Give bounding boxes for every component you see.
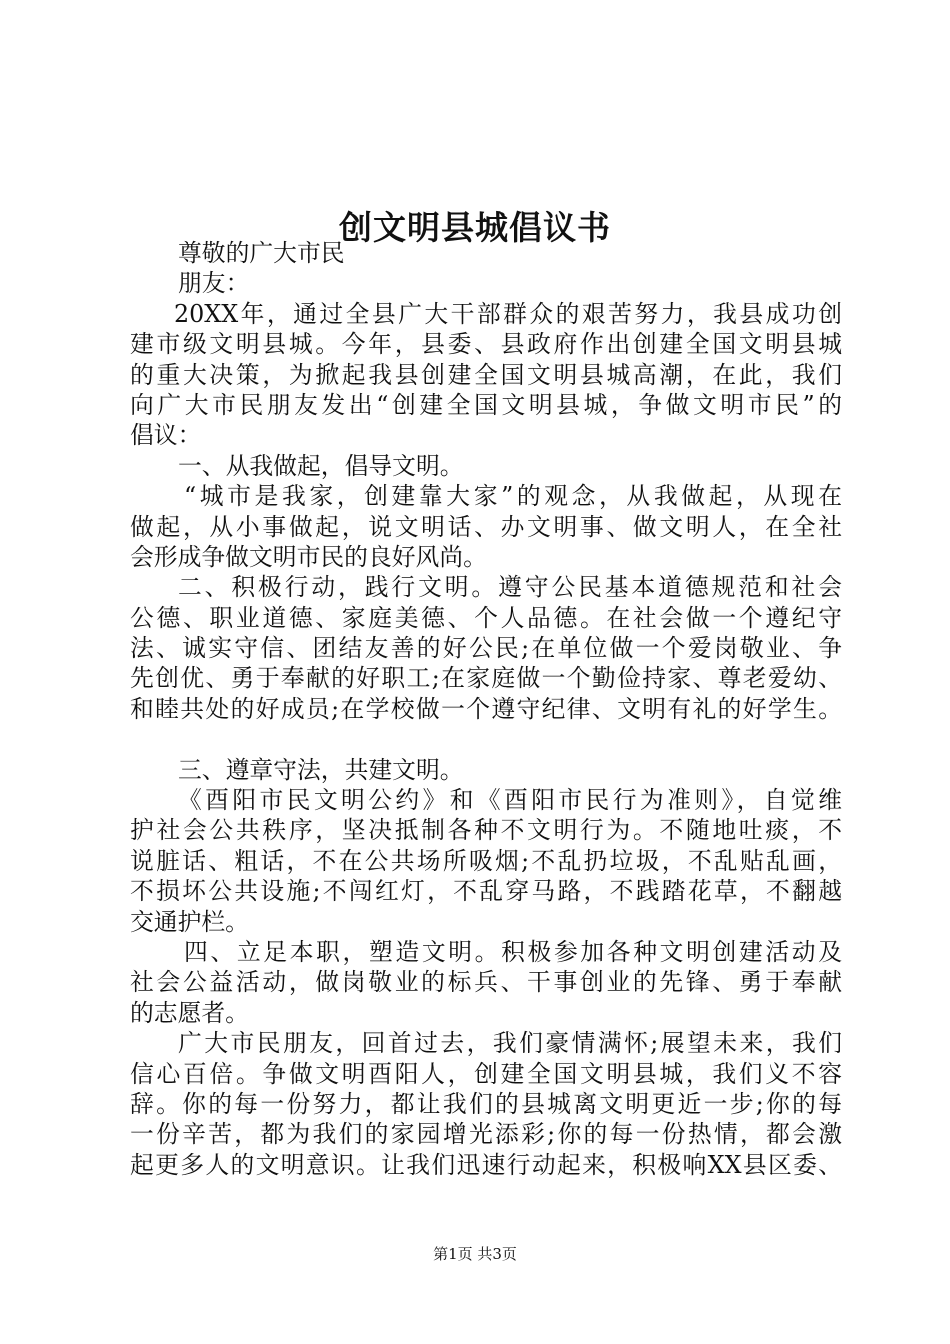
document-title: 创文明县城倡议书 [339,208,611,248]
paragraph-line: 法、诚实守信、团结友善的好公民;在单位做一个爱岗敬业、争 [130,634,842,663]
section-heading-4: 四、立足本职，塑造文明。积极参加各种文明创建活动及 [184,937,842,966]
paragraph-line: 《酉阳市民文明公约》和《酉阳市民行为准则》，自觉维 [178,786,842,815]
page-footer: 第1页 共3页 [433,1245,517,1263]
paragraph-line: 做起，从小事做起，说文明话、办文明事、做文明人，在全社 [130,512,842,541]
paragraph-line: 向广大市民朋友发出“创建全国文明县城，争做文明市民”的 [130,390,842,419]
paragraph-line: 交通护栏。 [130,907,249,936]
paragraph-line: 的志愿者。 [130,998,249,1027]
paragraph-line: 建市级文明县城。今年，县委、县政府作出创建全国文明县城 [130,330,842,359]
paragraph-line: 和睦共处的好成员;在学校做一个遵守纪律、文明有礼的好学生。 [130,694,842,723]
paragraph-line: 广大市民朋友，回首过去，我们豪情满怀;展望未来，我们 [178,1029,842,1058]
paragraph-line: 信心百倍。争做文明酉阳人，创建全国文明县城，我们义不容 [130,1059,842,1088]
paragraph-line: 护社会公共秩序，坚决抵制各种不文明行为。不随地吐痰，不 [130,816,842,845]
section-heading-3: 三、遵章守法，共建文明。 [178,755,464,784]
paragraph-line: 说脏话、粗话，不在公共场所吸烟;不乱扔垃圾，不乱贴乱画， [130,846,842,875]
blank-line [130,724,842,754]
salutation-line-2: 朋友： [178,269,250,298]
paragraph-line: 一份辛苦，都为我们的家园增光添彩;你的每一份热情，都会激 [130,1120,842,1149]
section-heading-1: 一、从我做起，倡导文明。 [178,451,464,480]
paragraph-line: 起更多人的文明意识。让我们迅速行动起来，积极响XX县区委、 [130,1150,842,1179]
document-body [130,238,842,1180]
paragraph-line: 不损坏公共设施;不闯红灯，不乱穿马路，不践踏花草，不翻越 [130,877,842,906]
paragraph-line: 先创优、勇于奉献的好职工;在家庭做一个勤俭持家、尊老爱幼、 [130,664,842,693]
paragraph-line: 20XX年，通过全县广大干部群众的艰苦努力，我县成功创 [174,299,842,328]
paragraph-line: 社会公益活动，做岗敬业的标兵、干事创业的先锋、勇于奉献 [130,968,842,997]
paragraph-line: 辞。你的每一份努力，都让我们的县城离文明更近一步;你的每 [130,1089,842,1118]
section-heading-2: 二、积极行动，践行文明。遵守公民基本道德规范和社会 [178,573,842,602]
paragraph-line: 的重大决策，为掀起我县创建全国文明县城高潮，在此，我们 [130,360,842,389]
paragraph-line: “城市是我家，创建靠大家”的观念，从我做起，从现在 [184,482,842,511]
paragraph-line: 会形成争做文明市民的良好风尚。 [130,542,487,571]
paragraph-line: 倡议： [130,421,202,450]
paragraph-line: 公德、职业道德、家庭美德、个人品德。在社会做一个遵纪守 [130,603,842,632]
salutation-line-1: 尊敬的广大市民 [178,239,345,267]
